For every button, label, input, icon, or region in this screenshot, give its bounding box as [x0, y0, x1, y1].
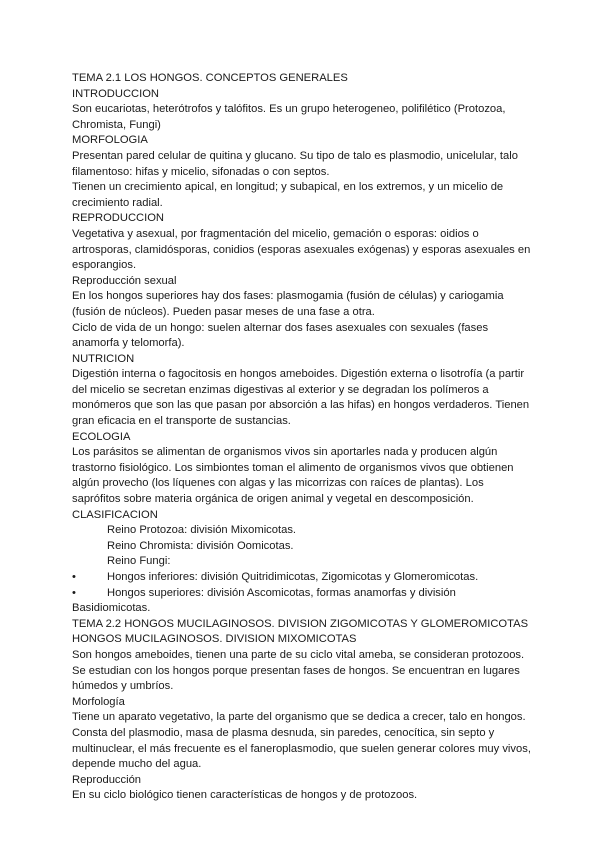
text-line: algún provecho (los líquenes con algas y las micorrizas con raíces de plantas). Los [72, 477, 484, 490]
text-line: Son eucariotas, heterótrofos y talófitos. Es un grupo heterogeneo, polifilético (Protozoa, [72, 103, 506, 116]
text-line: En su ciclo biológico tienen características de hongos y de protozoos. [72, 789, 418, 802]
bullet-icon: • [72, 586, 76, 599]
section-heading: ECOLOGIA [72, 430, 131, 443]
text-line: Los parásitos se alimentan de organismos vivos sin aportarles nada y producen algún [72, 446, 498, 459]
list-item: Reino Chromista: división Oomicotas. [107, 539, 294, 552]
text-line: Consta del plasmodio, masa de plasma desnuda, sin paredes, cenocítica, sin septo y [72, 726, 495, 739]
text-line: esporangios. [72, 259, 137, 272]
text-line: artrosporas, clamidósporas, conidios (esporas asexuales exógenas) y esporas asexuales en [72, 243, 531, 256]
text-line: Tienen un crecimiento apical, en longitud; y subapical, en los extremos, y un micelio de [72, 181, 504, 194]
section-heading: CLASIFICACION [72, 508, 158, 521]
text-line: del micelio se secretan enzimas digestivas al exterior y se degradan los polímeros a [72, 383, 489, 396]
document-body [72, 71, 532, 804]
text-line: multinuclear, el más frecuente es el faneroplasmodio, que suelen generar colores muy vivos, [72, 742, 531, 755]
bullet-icon: • [72, 571, 76, 583]
subsection-heading: Morfología [72, 695, 125, 708]
text-line: Ciclo de vida de un hongo: suelen alternar dos fases asexuales con sexuales (fases [72, 321, 489, 334]
bullet-list-item [72, 570, 532, 586]
text-line: depende mucho del agua. [72, 758, 202, 771]
text-line: monómeros que son las que pasan por absorción a las hifas) en hongos verdaderos. Tienen [72, 399, 530, 412]
list-item: Reino Fungi: [107, 555, 171, 568]
topic-title: TEMA 2.2 HONGOS MUCILAGINOSOS. DIVISION ZIGOMICOTAS Y GLOMEROMICOTAS [72, 617, 529, 630]
text-line: saprófitos sobre materia orgánica de origen animal y vegetal en descomposición. [72, 493, 474, 506]
section-heading: HONGOS MUCILAGINOSOS. DIVISION MIXOMICOTAS [72, 633, 357, 646]
section-heading: REPRODUCCION [72, 212, 164, 225]
subsection-heading: Reproducción sexual [72, 274, 177, 287]
text-line: En los hongos superiores hay dos fases: plasmogamia (fusión de células) y cariogamia [72, 290, 504, 303]
text-line: húmedos y umbríos. [72, 680, 174, 693]
text-line: Chromista, Fungi) [72, 118, 161, 131]
text-line: filamentoso: hifas y micelio, sifonadas o con septos. [72, 165, 330, 178]
text-line: gran eficacia en el transporte de sustancias. [72, 415, 291, 428]
list-item: Reino Protozoa: división Mixomicotas. [107, 524, 297, 537]
text-line: Vegetativa y asexual, por fragmentación del micelio, gemación o esporas: oidios o [72, 227, 479, 240]
text-block-2 [72, 601, 532, 804]
topic-title: TEMA 2.1 LOS HONGOS. CONCEPTOS GENERALES [72, 72, 348, 84]
text-block-1 [72, 71, 532, 523]
text-line: Se estudian con los hongos porque presentan fases de hongos. Se encuentran en lugares [72, 664, 520, 677]
section-heading: NUTRICION [72, 352, 135, 365]
bullet-text: Hongos superiores: división Ascomicotas, formas anamorfas y división [107, 586, 456, 599]
text-line: (fusión de núcleos). Pueden pasar meses de una fase a otra. [72, 305, 375, 318]
classification-list [72, 523, 532, 601]
text-line: Basidiomicotas. [72, 602, 151, 615]
section-heading: INTRODUCCION [72, 87, 160, 100]
bullet-list-item [72, 586, 532, 602]
text-line: Digestión interna o fagocitosis en hongos ameboides. Digestión externa o lisotrofía (a partir [72, 368, 525, 381]
text-line: Presentan pared celular de quitina y glucano. Su tipo de talo es plasmodio, unicelular, talo [72, 149, 518, 162]
text-line: Tiene un aparato vegetativo, la parte del organismo que se dedica a crecer, talo en hongos. [72, 711, 526, 724]
text-line: Son hongos ameboides, tienen una parte de su ciclo vital ameba, se consideran protozoos. [72, 648, 525, 661]
text-line: anamorfa y telomorfa). [72, 337, 185, 350]
text-line: trastorno fisiológico. Los simbiontes toman el alimento de organismos vivos que obtienen [72, 461, 514, 474]
section-heading: MORFOLOGIA [72, 134, 148, 147]
subsection-heading: Reproducción [72, 773, 142, 786]
text-line: crecimiento radial. [72, 196, 163, 209]
bullet-text: Hongos inferiores: división Quitridimicotas, Zigomicotas y Glomeromicotas. [107, 571, 479, 583]
